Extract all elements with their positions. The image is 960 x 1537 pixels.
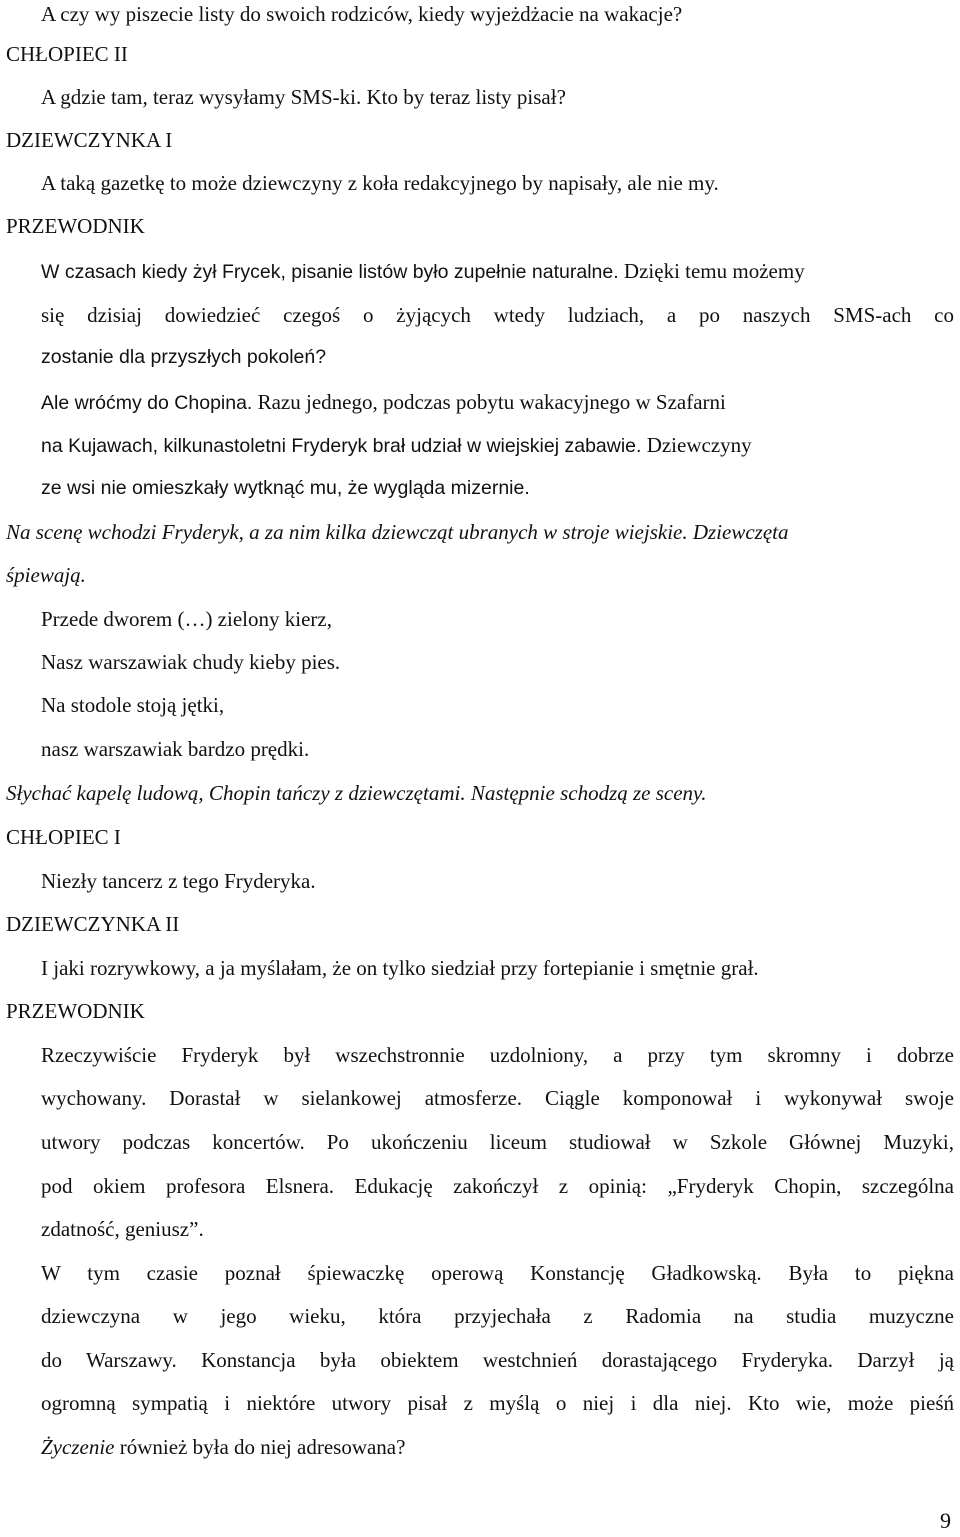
speaker-label: DZIEWCZYNKA II xyxy=(6,912,180,936)
dialogue-line: I jaki rozrywkowy, a ja myślałam, że on tylko siedział przy fortepianie i smętnie grał. xyxy=(41,956,759,980)
dialogue-segment: Dzięki temu możemy xyxy=(618,259,805,283)
speaker-label: DZIEWCZYNKA I xyxy=(6,128,173,152)
dialogue-line: A gdzie tam, teraz wysyłamy SMS-ki. Kto by teraz listy pisał? xyxy=(41,85,566,109)
dialogue-line: dziewczyna w jego wieku, która przyjechała z Radomia na studia muzyczne xyxy=(41,1304,954,1328)
dialogue-line: utwory podczas koncertów. Po ukończeniu liceum studiował w Szkole Głównej Muzyki, xyxy=(41,1130,954,1154)
dialogue-line: ze wsi nie omieszkały wytknąć mu, że wygląda mizernie. xyxy=(41,477,530,499)
dialogue-line: W tym czasie poznał śpiewaczkę operową Konstancję Gładkowską. Była to piękna xyxy=(41,1261,954,1285)
speaker-label: CHŁOPIEC I xyxy=(6,825,121,849)
dialogue-segment: W czasach kiedy żył Frycek, pisanie listów było zupełnie naturalne. xyxy=(41,261,619,283)
stage-direction: Słychać kapelę ludową, Chopin tańczy z dziewczętami. Następnie schodzą ze sceny. xyxy=(6,781,707,805)
dialogue-segment: na Kujawach, kilkunastoletni Fryderyk brał udział w wiejskiej zabawie. xyxy=(41,435,642,457)
song-title: Życzenie xyxy=(41,1435,115,1459)
song-line: Nasz warszawiak chudy kieby pies. xyxy=(41,650,341,674)
dialogue-line xyxy=(41,388,726,417)
dialogue-line: ogromną sympatią i niektóre utwory pisał z myślą o niej i dla niej. Kto wie, może pieśń xyxy=(41,1391,954,1415)
speaker-label: PRZEWODNIK xyxy=(6,999,145,1023)
dialogue-line: Niezły tancerz z tego Fryderyka. xyxy=(41,869,316,893)
dialogue-line: zdatność, geniusz”. xyxy=(41,1217,204,1241)
dialogue-line xyxy=(41,257,805,286)
dialogue-segment: również była do niej adresowana? xyxy=(114,1435,406,1459)
dialogue-line: A taką gazetkę to może dziewczyny z koła redakcyjnego by napisały, ale nie my. xyxy=(41,171,719,195)
dialogue-line: wychowany. Dorastał w sielankowej atmosferze. Ciągle komponował i wykonywał swoje xyxy=(41,1086,954,1110)
song-line: Przede dworem (…) zielony kierz, xyxy=(41,607,332,631)
stage-direction: Na scenę wchodzi Fryderyk, a za nim kilka dziewcząt ubranych w stroje wiejskie. Dziewczęta xyxy=(6,520,789,544)
dialogue-segment: Razu jednego, podczas pobytu wakacyjnego w Szafarni xyxy=(252,390,726,414)
dialogue-line: A czy wy piszecie listy do swoich rodziców, kiedy wyjeżdżacie na wakacje? xyxy=(41,2,683,26)
dialogue-line: zostanie dla przyszłych pokoleń? xyxy=(41,346,327,368)
dialogue-line: pod okiem profesora Elsnera. Edukację zakończył z opinią: „Fryderyk Chopin, szczególna xyxy=(41,1174,954,1198)
song-line: Na stodole stoją jętki, xyxy=(41,693,225,717)
dialogue-line xyxy=(41,1433,405,1461)
speaker-label: CHŁOPIEC II xyxy=(6,42,128,66)
dialogue-segment: Ale wróćmy do Chopina. xyxy=(41,392,253,414)
speaker-label: PRZEWODNIK xyxy=(6,214,145,238)
dialogue-line xyxy=(41,431,752,460)
dialogue-line: się dzisiaj dowiedzieć czegoś o żyjących wtedy ludziach, a po naszych SMS-ach co xyxy=(41,303,954,327)
dialogue-line: Rzeczywiście Fryderyk był wszechstronnie uzdolniony, a przy tym skromny i dobrze xyxy=(41,1043,954,1067)
dialogue-line: do Warszawy. Konstancja była obiektem westchnień dorastającego Fryderyka. Darzył ją xyxy=(41,1348,954,1372)
page-number: 9 xyxy=(940,1508,951,1533)
dialogue-segment: Dziewczyny xyxy=(641,433,752,457)
song-line: nasz warszawiak bardzo prędki. xyxy=(41,737,310,761)
stage-direction: śpiewają. xyxy=(6,563,86,587)
